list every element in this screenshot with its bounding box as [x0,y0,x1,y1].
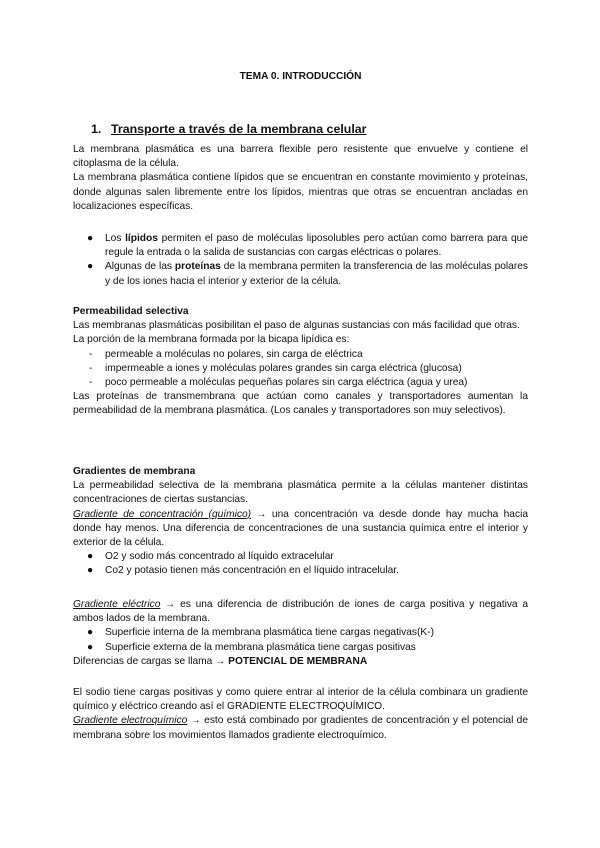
bullet-dot-icon: ● [87,551,94,563]
electro-term: Gradiente electroquímico [73,715,188,727]
intro-block [73,143,528,214]
intro-paragraph-1: La membrana plasmática es una barrera flexible pero resistente que envuelve y contiene el citoplasma de la célula. [73,144,528,170]
bullet-dot-icon: ● [87,565,94,577]
bullet-dot-icon: ● [87,641,94,653]
bullet-proteinas: ● Algunas de las proteínas de la membrana permiten la transferencia de las moléculas polares y de los iones hacia el interior y exterior de la célula. [87,261,528,287]
perm-paragraph-1: Las membranas plasmáticas posibilitan el paso de algunas sustancias con más facilidad que otras. [73,320,520,332]
perm-dash-list [73,348,528,391]
page-title: TEMA 0. INTRODUCCIÓN [239,71,362,82]
grad-paragraph-1: La permeabilidad selectiva de la membrana plasmática permite a la células mantener distintas concentraciones de ciertas sustancias. [73,480,528,506]
perm-heading: Permeabilidad selectiva [73,306,189,317]
grad-elec-paragraph: Gradiente eléctrico → es una diferencia de distribución de iones de carga positiva y negativa a ambos lados de la membrana. [73,599,528,625]
dash-item: - impermeable a iones y moléculas polares grandes sin carga eléctrica (glucosa) [89,362,462,374]
conc-bullet: ● Co2 y potasio tienen más concentración en el líquido intracelular. [73,564,528,578]
elec-bullet: ● Superficie interna de la membrana plasmática tiene cargas negativas(K-) [73,626,528,640]
grad-section [73,465,528,579]
grad-heading: Gradientes de membrana [73,466,196,477]
elec-bullet: ● Superficie externa de la membrana plasmática tiene cargas positivas [73,641,528,655]
conc-bullet: ● O2 y sodio más concentrado al líquido extracelular [73,550,528,564]
sodio-paragraph: El sodio tiene cargas positivas y como quiere entrar al interior de la célula combinara un gradiente químico y eléctrico creando así el GRADIENTE ELECTROQUÍMICO. [73,687,528,713]
membrane-bullets [73,232,528,289]
bullet-dot-icon: ● [87,233,94,244]
intro-paragraph-2: La membrana plasmática contiene lípidos que se encuentran en constante movimiento y proteínas, donde algunas salen libremente entre los lípidos, mientras que otras se encuentran ancladas en localizaciones específicas. [73,172,528,212]
electro-block [73,686,528,743]
electro-paragraph: Gradiente electroquímico → esto está combinado por gradientes de concentración y el potencial de membrana sobre los movimientos llamados gradiente electroquímico. [73,715,528,741]
perm-paragraph-3: Las proteínas de transmembrana que actúan como canales y transportadores aumentan la permeabilidad de la membrana plasmática. (Los canales y transportadores son muy selectivos). [73,391,528,417]
bullet-dot-icon: ● [87,261,94,273]
elec-term: Gradiente eléctrico [73,599,161,610]
dash-item: - permeable a moléculas no polares, sin carga de eléctrica [89,348,363,360]
section-number: 1. [91,122,102,136]
diff-paragraph: Diferencias de cargas se llama → POTENCIAL DE MEMBRANA [73,655,368,667]
section-title: Transporte a través de la membrana celular [111,122,367,136]
elec-block [73,598,528,669]
potencial-membrana: → POTENCIAL DE MEMBRANA [215,655,368,667]
section-heading [91,121,367,137]
conc-term: Gradiente de concentración (químico) [73,508,252,520]
bullet-lipidos: ● Los lípidos permiten el paso de moléculas liposolubles pero actúan como barrera para que regule la entrada o la salida de sustancias con cargas eléctricas o polares. [87,233,528,259]
perm-paragraph-2: La porción de la membrana formada por la bicapa lipídica es: [73,334,350,346]
dash-item: - poco permeable a moléculas pequeñas polares sin carga eléctrica (agua y urea) [89,377,468,389]
grad-conc-paragraph: Gradiente de concentración (químico) → una concentración va desde donde hay mucha hacia donde hay menos. Una diferencia de concentraciones de una sustancia química entre el interior y exterior de la célula. [73,508,528,549]
perm-section [73,305,528,419]
bullet-dot-icon: ● [87,627,94,639]
